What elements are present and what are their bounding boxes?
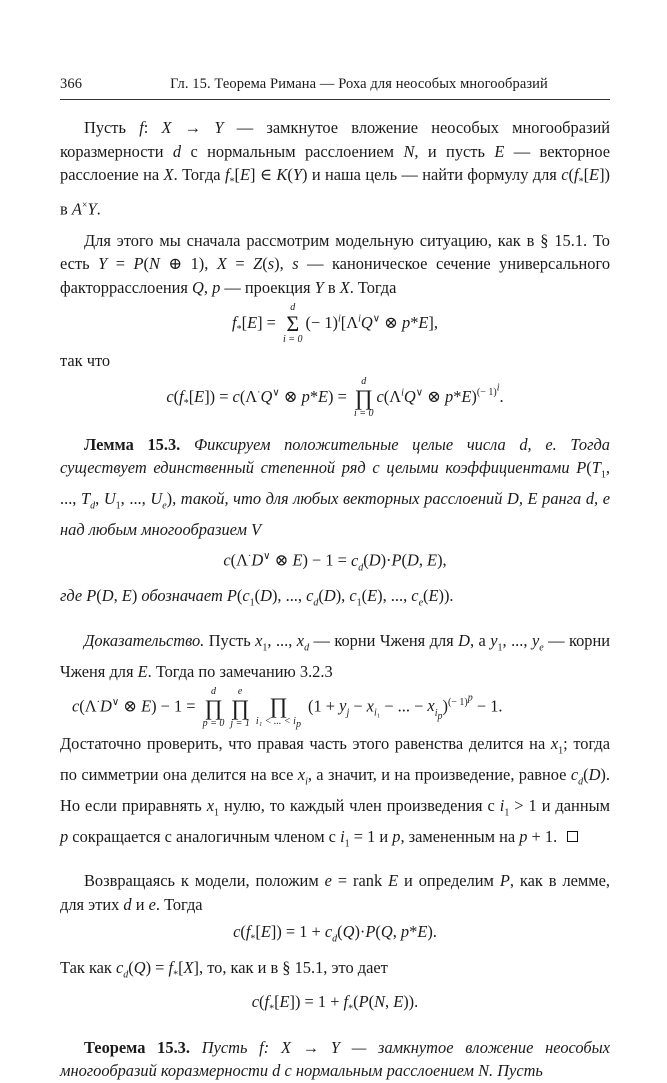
proof-argument: Достаточно проверить, что правая часть этого равенства делится на $x_1$; тогда по симметрии она делится на все $x_i$, а значит, и на произведение, равное $c_d(D)$. Но если приравнять $x_1$ нулю, то каждый член произведения с $i_1 > 1$ и данным p сокращается с аналогичным членом с $i_1 = 1$ и p, замененным на p + 1. (60, 734, 610, 849)
theorem-label: Теорема 15.3. (84, 1037, 190, 1057)
proof-text: Доказательство. Пусть $x_1$, ..., $x_d$ — корни Чженя для D, а $y_1$, ..., $y_e$ — корни Чженя для E. Тогда по замечанию 3.2.3 (60, 630, 611, 681)
qed-box-icon (567, 831, 578, 842)
paragraph-model: Для этого мы сначала рассмотрим модельную ситуацию, как в § 15.1. То есть Y = P(N ⊕ 1), X = Z(s), s — каноническое сечение универсального факторрасслоения Q, p — проекция Y в X. Тогда (60, 230, 611, 297)
lemma-label: Лемма 15.3. (84, 434, 181, 454)
paragraph-intro: Пусть f: X → Y — замкнутое вложение неособых многообразий коразмерности d с нормальным расслоением N, и пусть E — векторное расслоение на X. Тогда $f_*[E]$ ∈ K(Y) и наша цель — найти формулу для $c(f_*[E])$ в A×Y. (60, 118, 611, 219)
theorem-statement: Теорема 15.3. Пусть f: X → Y — замкнутое вложение неособых многообразий коразмерности d с нормальным расслоением N. Пусть (60, 1037, 611, 1081)
equation-product: $c(f_*[E]) = c(\Lambda^\cdot Q^\vee$ ⊗ p*E) = d ∏ i = 0 $c(\Lambda^iQ^\vee$ ⊗ p*E)$^{(- 1)^i}$. (166, 375, 504, 419)
lemma-equation: c(Λ·D∨ ⊗ $E) - 1 = c_d(D)\cdot P(D$, E), (223, 550, 447, 574)
page-number: 366 (60, 76, 83, 92)
equation-result: $c(f_*[E]) = 1 + f_*(P(N$, E)). (251, 992, 419, 1015)
equation-chern-model: $c(f_*[E]) = 1 + c_d(Q)\cdot P(Q$, p*E). (233, 922, 437, 945)
book-page (60, 76, 610, 1083)
text-tak-chto: так что (60, 351, 111, 371)
equation-sum: $f_*[E]$ = d Σ i = 0 (− $1)^i[\Lambda^iQ^\vee$ ⊗ p*E], (232, 302, 438, 346)
running-header (60, 76, 610, 100)
paragraph-since: Так как $c_d(Q) = f_*[X]$, то, как и в § 15.1, это дает (60, 957, 388, 980)
proof-label: Доказательство. (84, 630, 205, 650)
lemma-after: где P(D, E) обозначает $P(c_1(D)$, ..., $c_d(D)$, $c_1(E)$, ..., $c_e(E)$). (60, 586, 454, 609)
running-title: Гл. 15. Теорема Римана — Роха для неособых многообразий (170, 76, 548, 92)
paragraph-return: Возвращаясь к модели, положим e = rank E и определим P, как в лемме, для этих d и e. Тогда (60, 871, 611, 914)
proof-equation: c(Λ·D∨ ⊗ E) − 1 = d ∏ p = 0 e ∏ j = 1 ∏ i₁ < ... < $i_p$ ($1 + y_j - x_{i_1}$ − ... − $x_{i_p})^{(- 1)^p} - 1$. (72, 685, 503, 731)
lemma-statement: Лемма 15.3. Фиксируем положительные целые числа d, e. Тогда существует единственный степенной ряд с целыми коэффициентами $P(T_1$, ..., $T_d$, $U_1$, ..., $U_e$), такой, что для любых векторных расслоений D, E ранга d, e над любым многообразием V (60, 434, 610, 539)
